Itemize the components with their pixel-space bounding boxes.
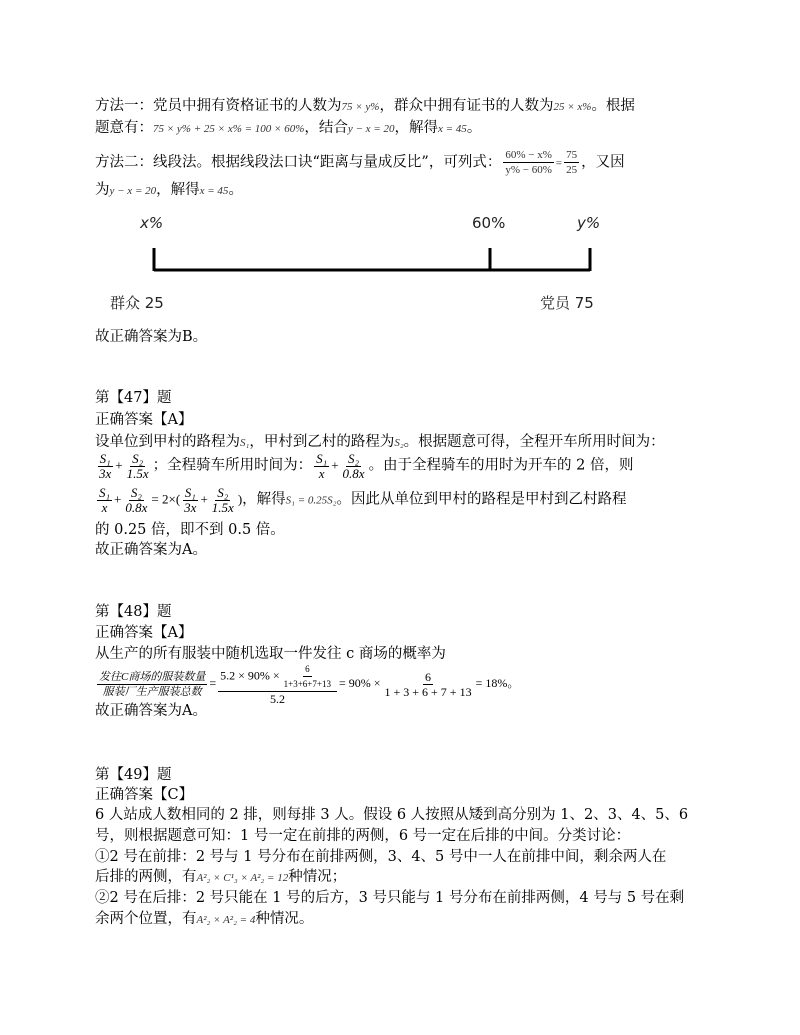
q47-line1 [95,432,665,453]
plus: + [114,491,122,507]
text: 。由于全程骑车的用时为开车的 2 倍，则 [368,457,634,474]
equals: = 90% × [338,675,381,690]
q49-line2: 号，则根据题意可知：1 号一定在前排的两侧，6 号一定在后排的中间。分类讨论： [95,828,631,844]
text: 方法二：线段法。根据线段法口诀“距离与量成反比”，可列式： [95,154,502,171]
fraction: $\frac{\text{S₁}}{3x}$ [184,485,197,515]
answer-46: 故正确答案为B。 [95,329,208,345]
q48-final: 故正确答案为A。 [95,703,207,719]
text: 设单位到甲村的路程为 [95,434,240,450]
text: 后排的两侧，有 [95,869,197,885]
text: 。 [228,182,243,198]
text: 。因此从单位到甲村的路程是甲村到乙村路程 [336,491,627,508]
math-expr: 75 × y% + 25 × x% = 100 × 60% [153,123,305,135]
text: ，解得 [242,491,286,508]
q49-line1: 6 人站成人数相同的 2 排，则每排 3 人。假设 6 人按照从矮到高分别为 1、2、3、4、5、6 [95,807,689,823]
text: 种情况； [288,869,347,885]
math-expr: y − x = 20 [347,123,395,135]
plus: + [331,457,339,473]
label-y-percent: y% [577,214,601,232]
q48-formula [95,662,519,706]
math-expr: S₂ [394,437,404,449]
text: 余两个位置，有 [95,911,197,927]
math-expr: A²₂ × A²₂ = 4 [196,914,256,926]
fraction: 5.2 × 90% × $\frac{6}{1+3+6+7+13}$ 5.2 [218,662,337,706]
equals: = 2×( [151,491,181,507]
text: 为 [95,182,110,198]
equals: = [555,157,563,170]
fraction: $\frac{\text{S₂}}{1.5x}$ [126,451,149,481]
math-expr: x = 45 [438,123,467,135]
fraction: $\frac{\text{S₂}}{1.5x}$ [211,485,234,515]
segment-lines [0,0,800,300]
math-expr: y − x = 20 [109,185,157,197]
label-x-percent: x% [140,214,164,232]
text: ，解得 [156,182,200,198]
paren: ) [237,491,243,507]
fraction: $\frac{\text{S₂}}{0.8x}$ [125,485,148,515]
text: 种情况。 [255,911,314,927]
q49-line5: ②2 号在后排：2 号只能在 1 号的后方，3 号只能与 1 号分布在前排两侧，4 号与 5 号在剩 [95,890,685,906]
fraction: $\frac{6}{1 + 3 + 6 + 7 + 13}$ [384,669,472,699]
math-expr: x = 45 [199,185,229,197]
label-party-members: 党员 75 [540,294,594,312]
text: ，群众中拥有证书的人数为 [379,98,554,114]
q49-title: 第【49】题 [95,767,172,783]
label-masses: 群众 25 [110,294,164,312]
q48-line1: 从生产的所有服装中随机选取一件发往 c 商场的概率为 [95,646,446,662]
q48-title: 第【48】题 [95,604,172,620]
math-expr: A²₂ × C¹₃ × A²₂ = 12 [196,872,289,884]
text: ，结合 [304,120,348,136]
text: ，又因 [581,154,625,171]
fraction: $\frac{\text{S₁}}{x}$ [99,485,111,515]
plus: + [115,457,123,473]
q49-answer: 正确答案【C】 [95,787,194,803]
numerator: 5.2 × 90% × $\frac{6}{1+3+6+7+13}$ [218,662,337,692]
math-expr: S₁ = 0.25S₂ [285,494,337,507]
math-expr: 25 × x% [553,101,592,113]
text: 。 [466,120,482,136]
math-expr: 75 × y% [341,101,380,113]
fraction: $\frac{\text{S₁}}{3x}$ [99,451,112,481]
q47-title: 第【47】题 [95,390,172,406]
q47-answer: 正确答案【A】 [95,412,193,428]
result: = 18% [475,675,508,690]
fraction: $\frac{\text{S₂}}{0.8x}$ [342,451,365,481]
label-60-percent: 60% [472,214,506,232]
q47-line4: 的 0.25 倍，即不到 0.5 倍。 [95,522,285,538]
text: ，解得 [394,120,438,136]
inner-fraction: $\frac{6}{1+3+6+7+13}$ [283,664,331,689]
fraction: $\frac{\text{S₁}}{x}$ [316,451,328,481]
fraction: $\frac{60\% - x\%}{y\% - 60\%}$ [505,149,552,176]
q49-line3: ①2 号在前排：2 号与 1 号分布在前排两侧，3、4、5 号中一人在前排中间，剩余两人在 [95,849,667,865]
equals: = [209,675,217,690]
q47-final: 故正确答案为A。 [95,542,207,558]
text: ，甲村到乙村的路程为 [249,434,395,450]
text: 。根据题意可得，全程开车所用时间为： [403,434,665,450]
text: 。 [507,675,520,690]
fraction: $\frac{75}{25}$ [566,149,578,176]
q49-line6 [95,909,313,930]
text: 方法一：党员中拥有资格证书的人数为 [95,98,342,114]
q48-answer: 正确答案【A】 [95,625,193,641]
q49-line4 [95,867,346,888]
q47-line2 [95,452,634,481]
plus: + [200,491,208,507]
text: ；全程骑车所用时间为： [152,457,313,474]
q47-line3 [95,486,626,515]
fraction: $\frac{\text{发往C商场的服装数量}}{\text{服装厂生产服装总数}}$ [99,670,206,698]
math-expr: S₁ [240,437,250,449]
text: 题意有： [95,120,153,136]
text: 。根据 [591,98,635,114]
